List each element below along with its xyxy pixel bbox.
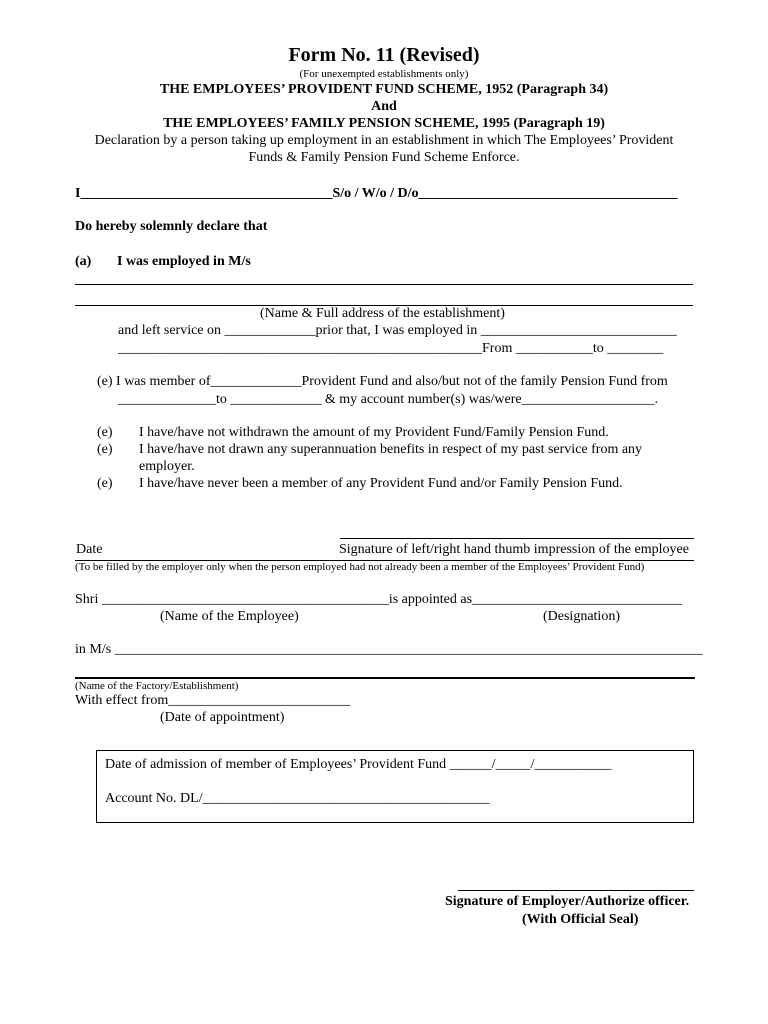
member-line-1: (e) I was member of_____________Provident Fund and also/but not of the family Pension Fund from	[97, 374, 668, 389]
scheme-and: And	[371, 99, 397, 114]
left-service-line: and left service on _____________prior that, I was employed in ____________________________	[118, 323, 677, 338]
date-label: Date	[76, 542, 103, 557]
factory-caption: (Name of the Factory/Establishment)	[75, 680, 239, 692]
employer-signature-line	[458, 890, 694, 891]
item-label: (e)	[97, 476, 113, 491]
item-a-label: (a)	[75, 254, 92, 269]
name-relation-line: I____________________________________S/o / W/o / D/o_____________________________________	[75, 186, 678, 201]
establishment-caption: (Name & Full address of the establishment)	[260, 306, 505, 321]
item-text: I have/have never been a member of any Provident Fund and/or Family Pension Fund.	[139, 476, 623, 491]
establishment-line-1	[75, 284, 693, 285]
declaration-intro-line-1: Declaration by a person taking up employment in an establishment in which The Employees’ Provident	[94, 133, 674, 148]
declaration-intro-line-2: Funds & Family Pension Fund Scheme Enforce.	[248, 150, 520, 165]
form-subtitle: (For unexempted establishments only)	[299, 68, 469, 80]
factory-divider	[75, 677, 695, 679]
scheme-title-2: THE EMPLOYEES’ FAMILY PENSION SCHEME, 1995 (Paragraph 19)	[163, 116, 605, 131]
item-text: I have/have not withdrawn the amount of my Provident Fund/Family Pension Fund.	[139, 425, 609, 440]
appointment-date-caption: (Date of appointment)	[160, 710, 285, 725]
admission-date-line: Date of admission of member of Employees’ Provident Fund ______/_____/___________	[105, 757, 612, 772]
member-line-2: ______________to _____________ & my account number(s) was/were___________________.	[118, 392, 659, 407]
employee-name-caption: (Name of the Employee)	[160, 609, 299, 624]
item-label: (e)	[97, 425, 113, 440]
establishment-name-line: in M/s ____________________________________________________________________________________	[75, 642, 703, 657]
employer-signature-label: Signature of Employer/Authorize officer.	[445, 894, 690, 909]
solemn-declaration: Do hereby solemnly declare that	[75, 219, 268, 234]
item-text: employer.	[139, 459, 195, 474]
item-a-text: I was employed in M/s	[117, 254, 251, 269]
admission-box	[96, 750, 694, 823]
item-label: (e)	[97, 442, 113, 457]
effect-from-line: With effect from__________________________	[75, 693, 351, 708]
official-seal-label: (With Official Seal)	[522, 912, 639, 927]
employer-note: (To be filled by the employer only when the person employed had not already been a member of the Employees’ Provident Fund)	[75, 561, 645, 573]
from-to-line: ____________________________________________________From ___________to ________	[118, 341, 664, 356]
item-text: I have/have not drawn any superannuation benefits in respect of my past service from any	[139, 442, 643, 457]
form-title: Form No. 11 (Revised)	[288, 44, 480, 66]
designation-caption: (Designation)	[543, 609, 620, 624]
signature-line	[340, 538, 694, 539]
employee-signature-label: Signature of left/right hand thumb impression of the employee	[339, 542, 689, 557]
appointment-line: Shri _________________________________________is appointed as______________________________	[75, 592, 683, 607]
account-number-line: Account No. DL/_________________________________________	[105, 791, 490, 806]
scheme-title-1: THE EMPLOYEES’ PROVIDENT FUND SCHEME, 1952 (Paragraph 34)	[159, 82, 609, 97]
